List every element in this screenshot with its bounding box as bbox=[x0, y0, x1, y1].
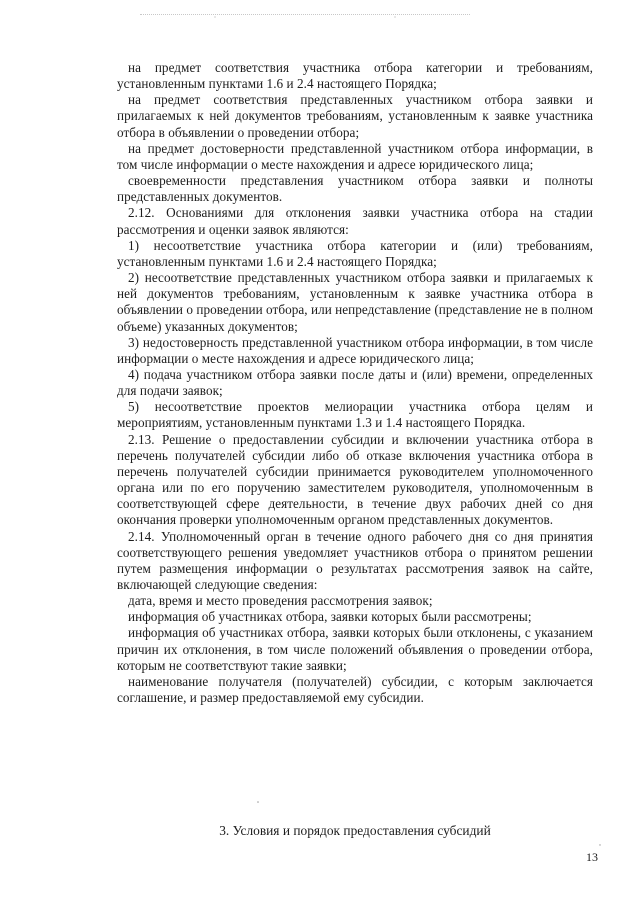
list-item: 3) недостоверность представленной участником отбора информации, в том числе информации о месте нахождения и адресе юридического лица; bbox=[117, 334, 593, 366]
clause-2-13: 2.13. Решение о предоставлении субсидии и включении участника отбора в перечень получателей субсидии либо об отказе включения участника отбора в перечень получателей субсидии принимается руководителем уполномоченного органа или по его поручению заместителем руководителя, уполномоченным в соответствующей сфере деятельности, в течение двух рабочих дней со дня окончания проверки уполномоченным органом представленных документов. bbox=[117, 431, 593, 528]
paragraph: своевременности представления участником отбора заявки и полноты представленных документов. bbox=[117, 173, 593, 205]
list-item: 5) несоответствие проектов мелиорации участника отбора целям и мероприятиям, установленным пунктами 1.3 и 1.4 настоящего Порядка. bbox=[117, 399, 593, 431]
section-heading: 3. Условия и порядок предоставления субсидий bbox=[219, 823, 491, 838]
page-number: 13 bbox=[586, 850, 598, 864]
clause-2-14: 2.14. Уполномоченный орган в течение одного рабочего дня со дня принятия соответствующего решения уведомляет участников отбора о принятом решении путем размещения информации о результатах рассмотрения заявок на сайте, включающей следующие сведения: bbox=[117, 528, 593, 592]
clause-2-12: 2.12. Основаниями для отклонения заявки участника отбора на стадии рассмотрения и оценки заявок являются: bbox=[117, 205, 593, 237]
paragraph: на предмет достоверности представленной участником отбора информации, в том числе информации о месте нахождения и адресе юридического лица; bbox=[117, 140, 593, 172]
list-item: 2) несоответствие представленных участником отбора заявки и прилагаемых к ней документов требованиям, установленным к заявке участника отбора в объявлении о проведении отбора, или непредставление (представление не в полном объеме) указанных документов; bbox=[117, 270, 593, 334]
paragraph: информация об участниках отбора, заявки которых были отклонены, с указанием причин их отклонения, в том числе положений объявления о проведении отбора, которым не соответствуют такие заявки; bbox=[117, 625, 593, 673]
paragraph: на предмет соответствия участника отбора категории и требованиям, установленным пунктами 1.6 и 2.4 настоящего Порядка; bbox=[117, 60, 593, 92]
paragraph: информация об участниках отбора, заявки которых были рассмотрены; bbox=[128, 609, 532, 625]
list-item: 4) подача участником отбора заявки после даты и (или) времени, определенных для подачи заявок; bbox=[117, 366, 593, 399]
paragraph: на предмет соответствия представленных участником отбора заявки и прилагаемых к ней документов требованиям, установленным к заявке участника отбора в объявлении о проведении отбора; bbox=[117, 92, 593, 140]
paragraph: дата, время и место проведения рассмотрения заявок; bbox=[128, 593, 433, 609]
list-item: 1) несоответствие участника отбора категории и (или) требованиям, установленным пунктами 1.6 и 2.4 настоящего Порядка; bbox=[117, 237, 593, 269]
paragraph: наименование получателя (получателей) субсидии, с которым заключается соглашение, и размер предоставляемой ему субсидии. bbox=[117, 673, 593, 706]
